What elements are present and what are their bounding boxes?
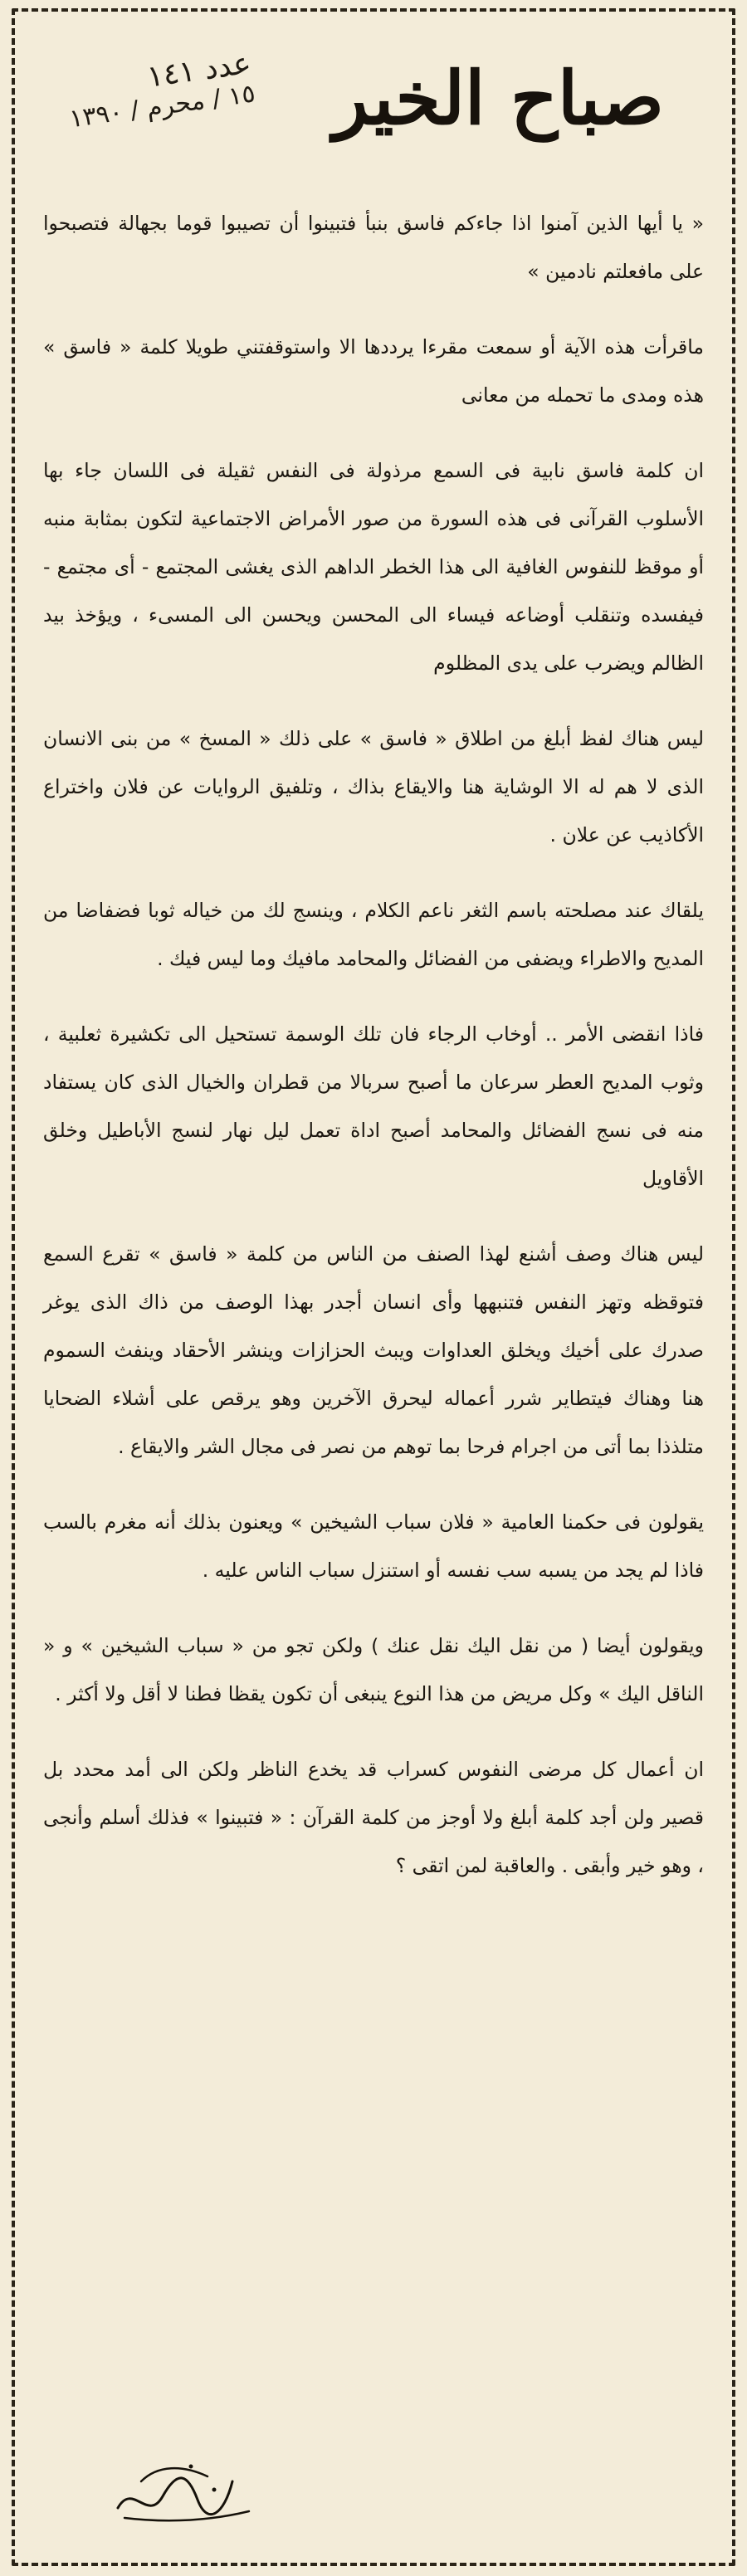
issue-number: عدد ١٤١ — [144, 46, 254, 95]
article-paragraph: ان أعمال كل مرضى النفوس كسراب قد يخدع الناظر ولكن الى أمد محدد بل قصير ولن أجد كلمة أبلغ ولا أوجز من كلمة القرآن : « فتبينوا » فذلك أسلم وأنجى ، وهو خير وأبقى . والعاقبة لمن اتقى ؟ — [43, 1758, 704, 1877]
handwritten-issue-note — [63, 47, 257, 133]
article-paragraph: يلقاك عند مصلحته باسم الثغر ناعم الكلام ، وينسج لك من خياله ثوبا فضفاضا من المديح والاطراء ويضفى من الفضائل والمحامد مافيك وما ليس فيك . — [43, 899, 704, 970]
article-paragraph: ويقولون أيضا ( من نقل اليك نقل عنك ) ولكن تجو من « سباب الشيخين » و « الناقل اليك » وكل مريض من هذا النوع ينبغى أن تكون يقظا فطنا لا أقل ولا أكثر . — [43, 1634, 704, 1705]
article-paragraph: فاذا انقضى الأمر .. أوخاب الرجاء فان تلك الوسمة تستحيل الى تكشيرة ثعلبية ، وثوب المديح العطر سرعان ما أصبح سربالا من قطران والخيال الذى كان يستفاد منه فى نسج الفضائل والمحامد أصبح اداة تعمل ليل نهار لنسج الأباطيل وخلق الأقاويل — [43, 1022, 704, 1190]
handwritten-signature — [108, 2448, 257, 2531]
article-paragraph: ليس هناك لفظ أبلغ من اطلاق « فاسق » على ذلك « المسخ » من بنى الانسان الذى لا هم له الا الوشاية هنا والايقاع بذاك ، وتلفيق الروايات عن فلان واختراع الأكاذيب عن علان . — [43, 727, 704, 846]
column-title: صباح الخير — [333, 55, 664, 141]
article-paragraph: ماقرأت هذه الآية أو سمعت مقرءا يرددها الا واستوقفتني طويلا كلمة « فاسق » هذه ومدى ما تحمله من معانى — [43, 335, 704, 407]
article-paragraph: يقولون فى حكمنا العامية « فلان سباب الشيخين » ويعنون بذلك أنه مغرم بالسب فاذا لم يجد من يسبه سب نفسه أو استنزل سباب الناس عليه . — [43, 1510, 704, 1582]
article-body — [43, 199, 704, 2435]
issue-date: ١٥ / محرم / ١٣٩٠ — [67, 78, 257, 134]
article-paragraph: ان كلمة فاسق نابية فى السمع مرذولة فى النفس ثقيلة فى اللسان جاء بها الأسلوب القرآنى فى هذه السورة من صور الأمراض الاجتماعية لتكون بمثابة منبه أو موقظ للنفوس الغافية الى هذا الخطر الداهم الذى يغشى المجتمع - أى مجتمع - فيفسده وتنقلب أوضاعه فيساء الى المحسن ويحسن الى المسىء ، ويؤخذ بيد الظالم ويضرب على يدى المظلوم — [43, 459, 704, 675]
column-masthead — [33, 20, 714, 161]
article-paragraph: ليس هناك وصف أشنع لهذا الصنف من الناس من كلمة « فاسق » تقرع السمع فتوقظه وتهز النفس فتنبهها وأى انسان أجدر بهذا الوصف من ذاك الذى يوغر صدرك على أخيك ويخلق العداوات ويبث الحزازات وينشر الأحقاد وينفث السموم هنا وهناك فيتطاير شرر أعماله ليحرق الآخرين وهو يرقص على أشلاء الضحايا متلذذا بما أتى من اجرام فرحا بما توهم من نصر فى مجال الشر والايقاع . — [43, 1242, 704, 1458]
article-paragraph: « يا أيها الذين آمنوا اذا جاءكم فاسق بنبأ فتبينوا أن تصيبوا قوما بجهالة فتصبحوا على مافعلتم نادمين » — [43, 212, 704, 283]
